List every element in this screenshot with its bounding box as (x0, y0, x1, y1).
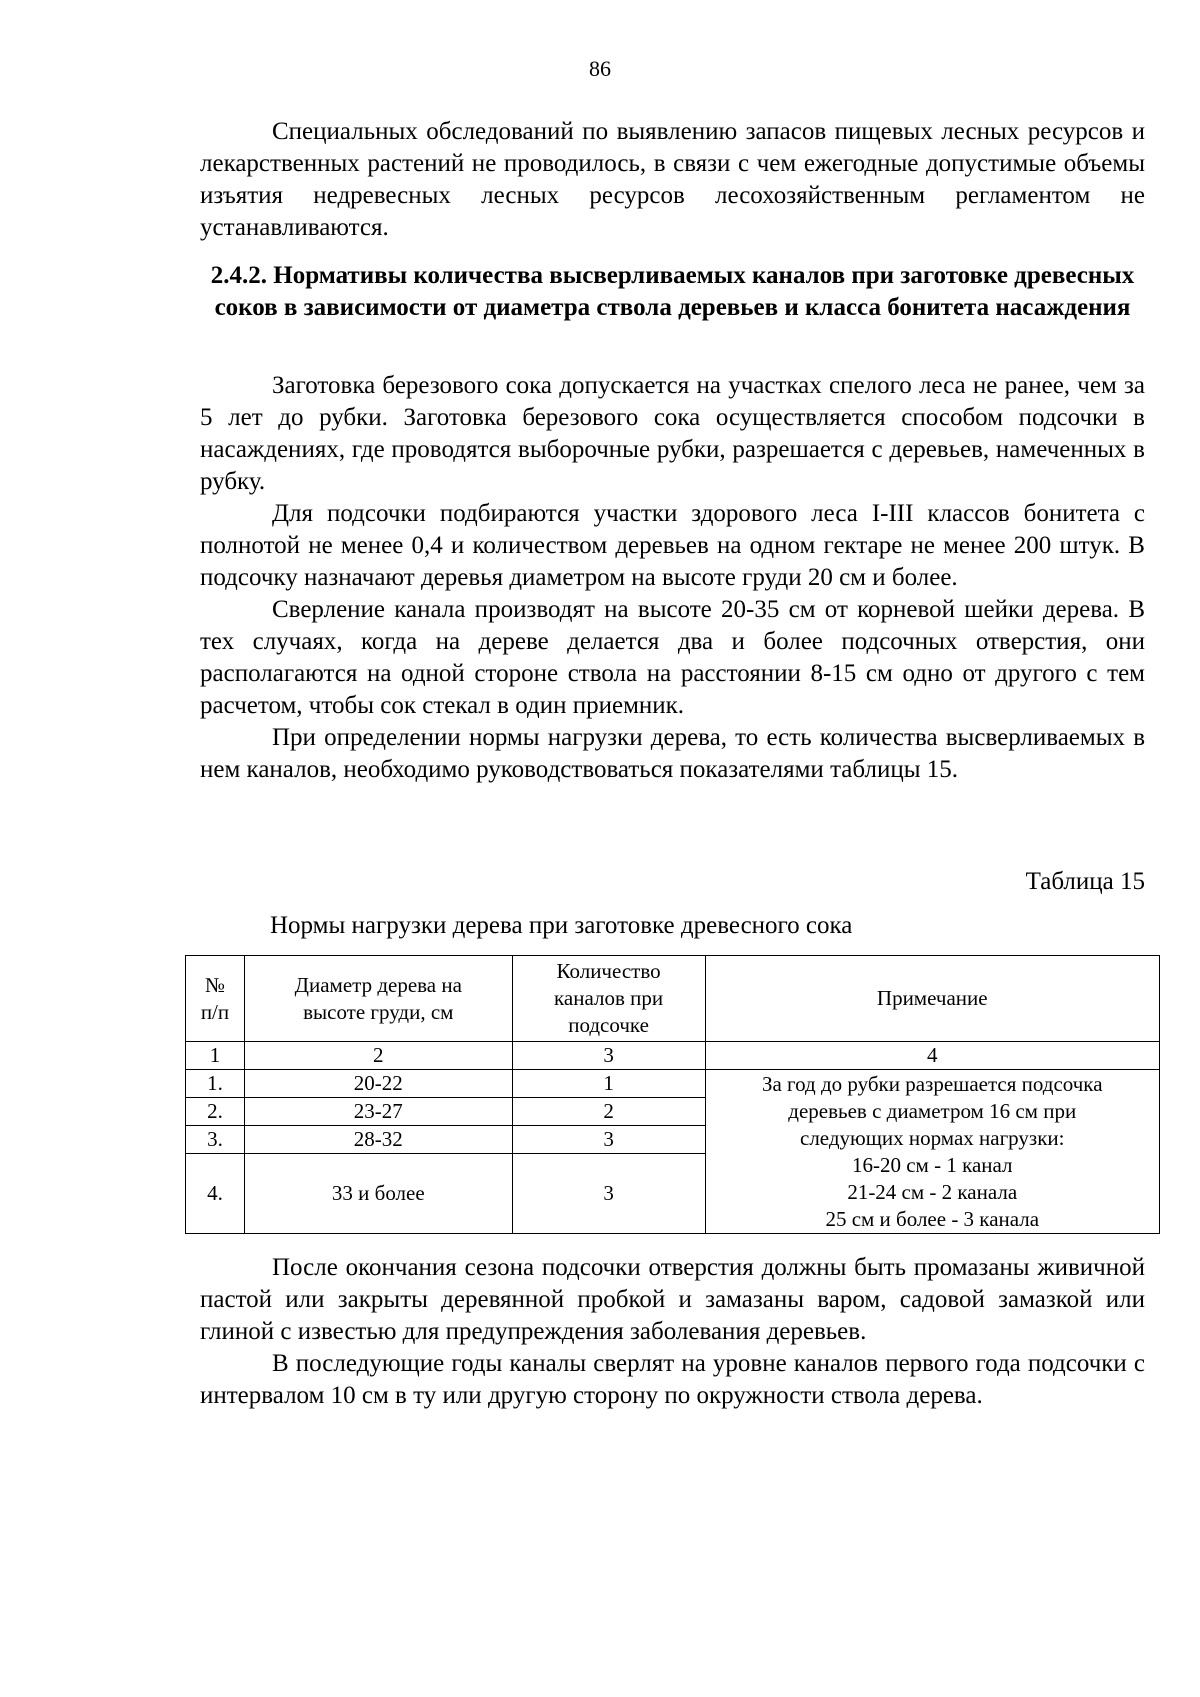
header-channels-line: каналов при (554, 986, 664, 1010)
row-num: 2. (186, 1098, 245, 1126)
column-number: 1 (186, 1042, 245, 1070)
row-num: 4. (186, 1154, 245, 1234)
row-channels: 1 (512, 1070, 705, 1098)
table-header-row (186, 956, 1160, 1042)
column-number: 4 (705, 1042, 1160, 1070)
header-num-line: № (204, 972, 225, 997)
table-title: Нормы нагрузки дерева при заготовке древесного сока (270, 912, 853, 939)
header-channels (512, 956, 705, 1042)
header-diameter-line: высоте груди, см (303, 999, 454, 1024)
row-channels: 3 (512, 1126, 705, 1154)
after-paragraph: После окончания сезона подсочки отверстия должны быть промазаны живичной пастой или закрыты деревянной пробкой и замазаны варом, садовой замазкой или глиной с известью для предупреждения заболевания деревьев. (200, 1254, 1145, 1345)
body-section (200, 370, 1145, 786)
row-channels: 3 (512, 1154, 705, 1234)
body-paragraph: При определении нормы нагрузки дерева, то есть количества высверливаемых в нем каналов, необходимо руководствоваться показателями таблицы 15. (200, 724, 1145, 783)
body-paragraph: Сверление канала производят на высоте 20-35 см от корневой шейки дерева. В тех случаях, когда на дереве делается два и более подсочных отверстия, они располагаются на одной стороне ствола на расстоянии 8-15 см одно от другого с тем расчетом, чтобы сок стекал в один приемник. (200, 596, 1145, 719)
heading-section (200, 260, 1145, 324)
page-number: 86 (589, 56, 611, 81)
table-label: Таблица 15 (1025, 868, 1145, 895)
row-diameter: 33 и более (244, 1154, 512, 1234)
note-line: 21-24 см - 2 канала (847, 1179, 1018, 1204)
header-diameter (244, 956, 512, 1042)
intro-section (200, 116, 1145, 244)
row-diameter: 28-32 (244, 1126, 512, 1154)
header-num (186, 956, 245, 1042)
norms-table (185, 955, 1160, 1234)
after-paragraph: В последующие годы каналы сверлят на уровне каналов первого года подсочки с интервалом 10 см в ту или другую сторону по окружности ствола дерева. (200, 1350, 1145, 1409)
table-column-numbers-row (186, 1042, 1160, 1070)
table-row (186, 1070, 1160, 1098)
body-paragraph: Для подсочки подбираются участки здорового леса I-III классов бонитета с полнотой не менее 0,4 и количеством деревьев на одном гектаре не менее 200 штук. В подсочку назначают деревья диаметром на высоте груди 20 см и более. (200, 500, 1145, 591)
note-line: 25 см и более - 3 канала (825, 1206, 1040, 1231)
after-table-section (200, 1252, 1145, 1412)
header-note: Примечание (705, 956, 1160, 1042)
note-line: следующих нормах нагрузки: (800, 1125, 1065, 1150)
header-channels-line: подсочке (568, 1013, 649, 1037)
row-channels: 2 (512, 1098, 705, 1126)
intro-paragraph: Специальных обследований по выявлению запасов пищевых лесных ресурсов и лекарственных растений не проводилось, в связи с чем ежегодные допустимые объемы изъятия недревесных лесных ресурсов лесохозяйственным регламентом не устанавливаются. (200, 118, 1145, 241)
note-cell (705, 1070, 1160, 1234)
row-num: 3. (186, 1126, 245, 1154)
row-diameter: 23-27 (244, 1098, 512, 1126)
header-channels-line: Количество (556, 959, 661, 983)
note-line: За год до рубки разрешается подсочка (761, 1071, 1103, 1096)
column-number: 3 (512, 1042, 705, 1070)
body-paragraph: Заготовка березового сока допускается на участках спелого леса не ранее, чем за 5 лет до рубки. Заготовка березового сока осуществляется способом подсочки в насаждениях, где проводятся выборочные рубки, разрешается с деревьев, намеченных в рубку. (200, 372, 1145, 495)
row-diameter: 20-22 (244, 1070, 512, 1098)
note-line: деревьев с диаметром 16 см при (788, 1098, 1077, 1123)
header-num-line: п/п (200, 999, 230, 1024)
section-heading: 2.4.2. Нормативы количества высверливаемых каналов при заготовке древесных соков в зависимости от диаметра ствола деревьев и класса бонитета насаждения (210, 262, 1135, 321)
header-diameter-line: Диаметр дерева на (294, 972, 462, 997)
note-line: 16-20 см - 1 канал (851, 1152, 1013, 1177)
row-num: 1. (186, 1070, 245, 1098)
column-number: 2 (244, 1042, 512, 1070)
